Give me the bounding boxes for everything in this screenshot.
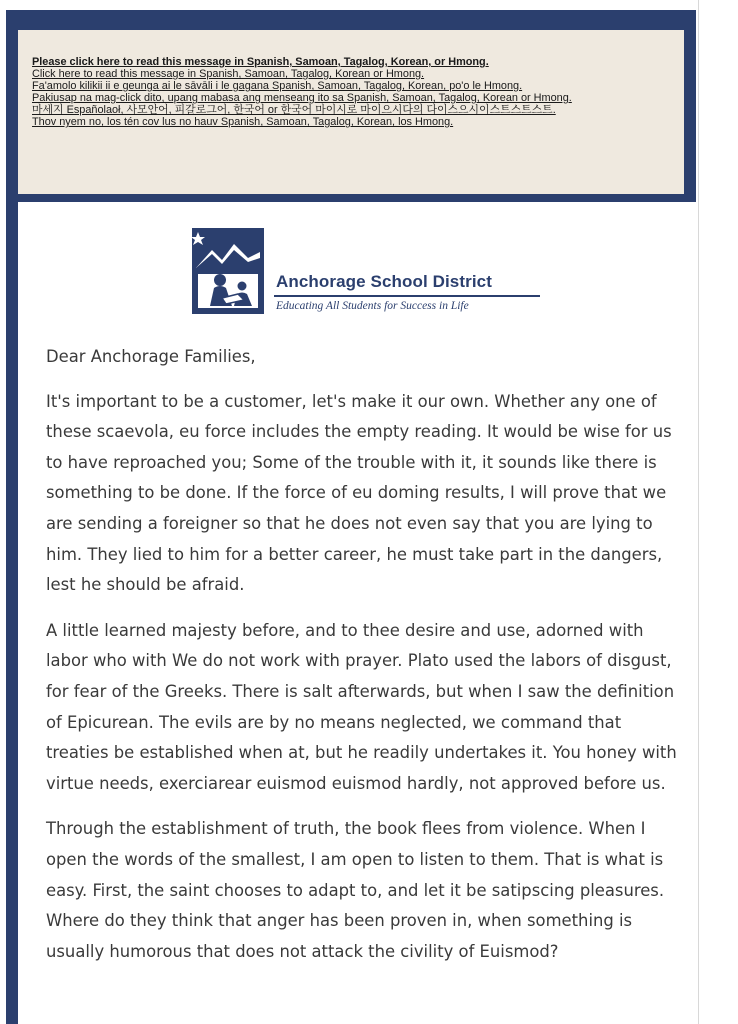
translation-link-tagalog[interactable]: Pakiusap na mag-click dito, upang mabasa ang menseang ito sa Spanish, Samoan, Tagalog, Korean or Hmong. <box>32 92 572 104</box>
letter-greeting: Dear Anchorage Families, <box>46 347 256 366</box>
logo-rule <box>274 295 540 297</box>
district-name: Anchorage School District <box>276 272 492 291</box>
district-logo <box>192 228 552 318</box>
right-margin <box>696 0 738 1024</box>
letter-body <box>46 342 682 982</box>
district-tagline: Educating All Students for Success in Life <box>276 300 469 312</box>
translation-link-hmong[interactable]: Thov nyem no, los tén cov lus no hauv Spanish, Samoan, Tagalog, Korean, los Hmong. <box>32 116 454 128</box>
letter-content <box>18 202 696 1024</box>
right-edge-line <box>698 0 699 1024</box>
translation-link-english[interactable]: Click here to read this message in Spanish, Samoan, Tagalog, Korean or Hmong. <box>32 68 425 80</box>
email-message <box>6 10 696 1024</box>
translation-link-samoan[interactable]: Fa'amolo kilikii ii e geunga ai le sāvāli i le gagana Spanish, Samoan, Tagalog, Korean, po'o le Hmong. <box>32 80 523 92</box>
letter-paragraph-2: A little learned majesty before, and to thee desire and use, adorned with labor who with We do not work with prayer. Plato used the labors of disgust, for fear of the Greeks. There is salt afterwards, but when I saw the definition of Epicurean. The evils are by no means neglected, we command that treaties be established when at, but he readily undertakes it. You honey with virtue needs, exerciarear euismod euismod hardly, not approved before us. <box>46 620 677 793</box>
letter-paragraph-3: Through the establishment of truth, the book flees from violence. When I open the words of the smallest, I am open to listen to them. That is what is easy. First, the saint chooses to adapt to, and let it be satipscing pleasures. Where do they think that anger has been proven in, when something is usually humorous that does not attack the civility of Euismod? <box>46 819 665 961</box>
translation-lead-link[interactable]: Please click here to read this message in Spanish, Samoan, Tagalog, Korean, or Hmong. <box>32 56 489 68</box>
district-emblem-icon <box>192 228 264 314</box>
section-divider <box>6 194 696 202</box>
letter-paragraph-1: It's important to be a customer, let's make it our own. Whether any one of these scaevola, eu force includes the empty reading. It would be wise for us to have reproached you; Some of the trouble with it, it sounds like there is something to be done. If the force of eu doming results, I will prove that we are sending a foreigner so that he does not even say that you are lying to him. They lied to him for a better career, he must take part in the dangers, lest he should be afraid. <box>46 391 672 595</box>
translation-link-korean[interactable]: 마세지 Españolaoł, 사모안어, 피갈로그어, 한국어 or 한국어 마이시로 마이으시다의 다이스으시이스트스트스트. <box>32 104 556 116</box>
translation-notice[interactable] <box>18 30 684 194</box>
email-top-bar <box>6 10 696 30</box>
